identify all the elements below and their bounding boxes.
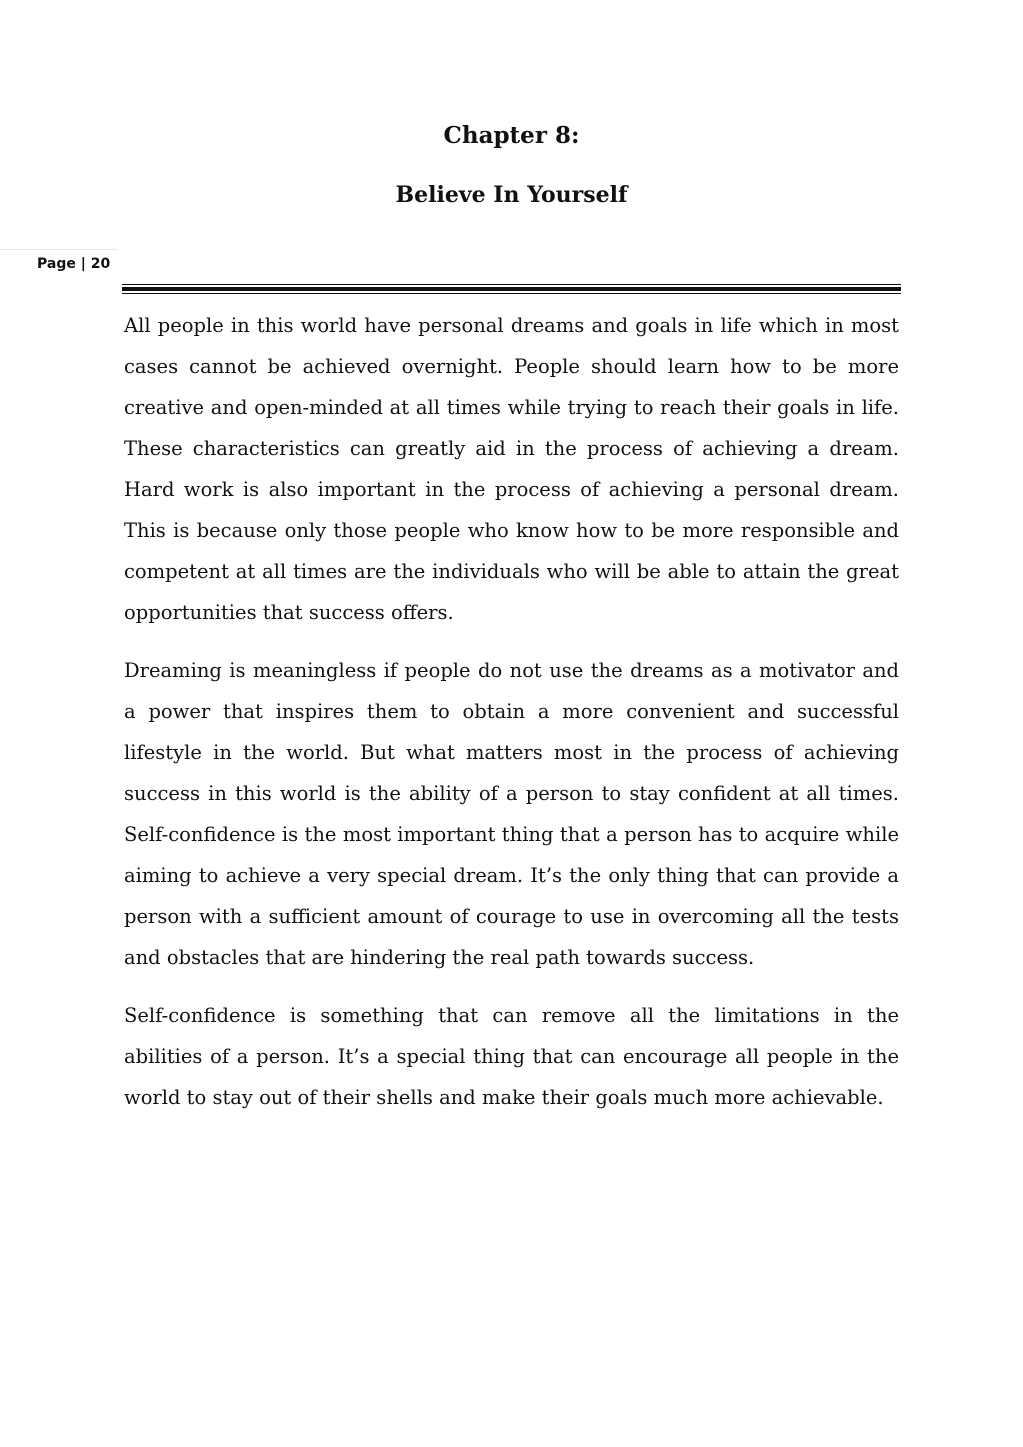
paragraph-1: All people in this world have personal dreams and goals in life which in most cases cannot be achieved overnight. People should learn how to be more creative and open-minded at all times while trying to reach their goals in life. These characteristics can greatly aid in the process of achieving a dream. Hard work is also important in the process of achieving a personal dream. This is because only those people who know how to be more responsible and competent at all times are the individuals who will be able to attain the great opportunities that success offers. — [124, 314, 899, 624]
paragraph-2: Dreaming is meaningless if people do not use the dreams as a motivator and a power that inspires them to obtain a more convenient and successful lifestyle in the world. But what matters most in the process of achieving success in this world is the ability of a person to stay confident at all times. Self-confidence is the most important thing that a person has to acquire while aiming to achieve a very special dream. It’s the only thing that can provide a person with a sufficient amount of courage to use in overcoming all the tests and obstacles that are hindering the real path towards success. — [124, 659, 899, 969]
margin-divider — [0, 249, 118, 250]
chapter-title: Believe In Yourself — [395, 182, 628, 208]
body-text — [124, 305, 899, 1135]
header-rule-top — [122, 284, 901, 285]
paragraph-3: Self-confidence is something that can remove all the limitations in the abilities of a person. It’s a special thing that can encourage all people in the world to stay out of their shells and make their goals much more achievable. — [124, 1004, 899, 1109]
page-number: Page | 20 — [37, 256, 111, 272]
header-rule-thick — [122, 287, 901, 291]
header-rule-bottom — [122, 293, 901, 294]
chapter-number: Chapter 8: — [443, 122, 580, 149]
